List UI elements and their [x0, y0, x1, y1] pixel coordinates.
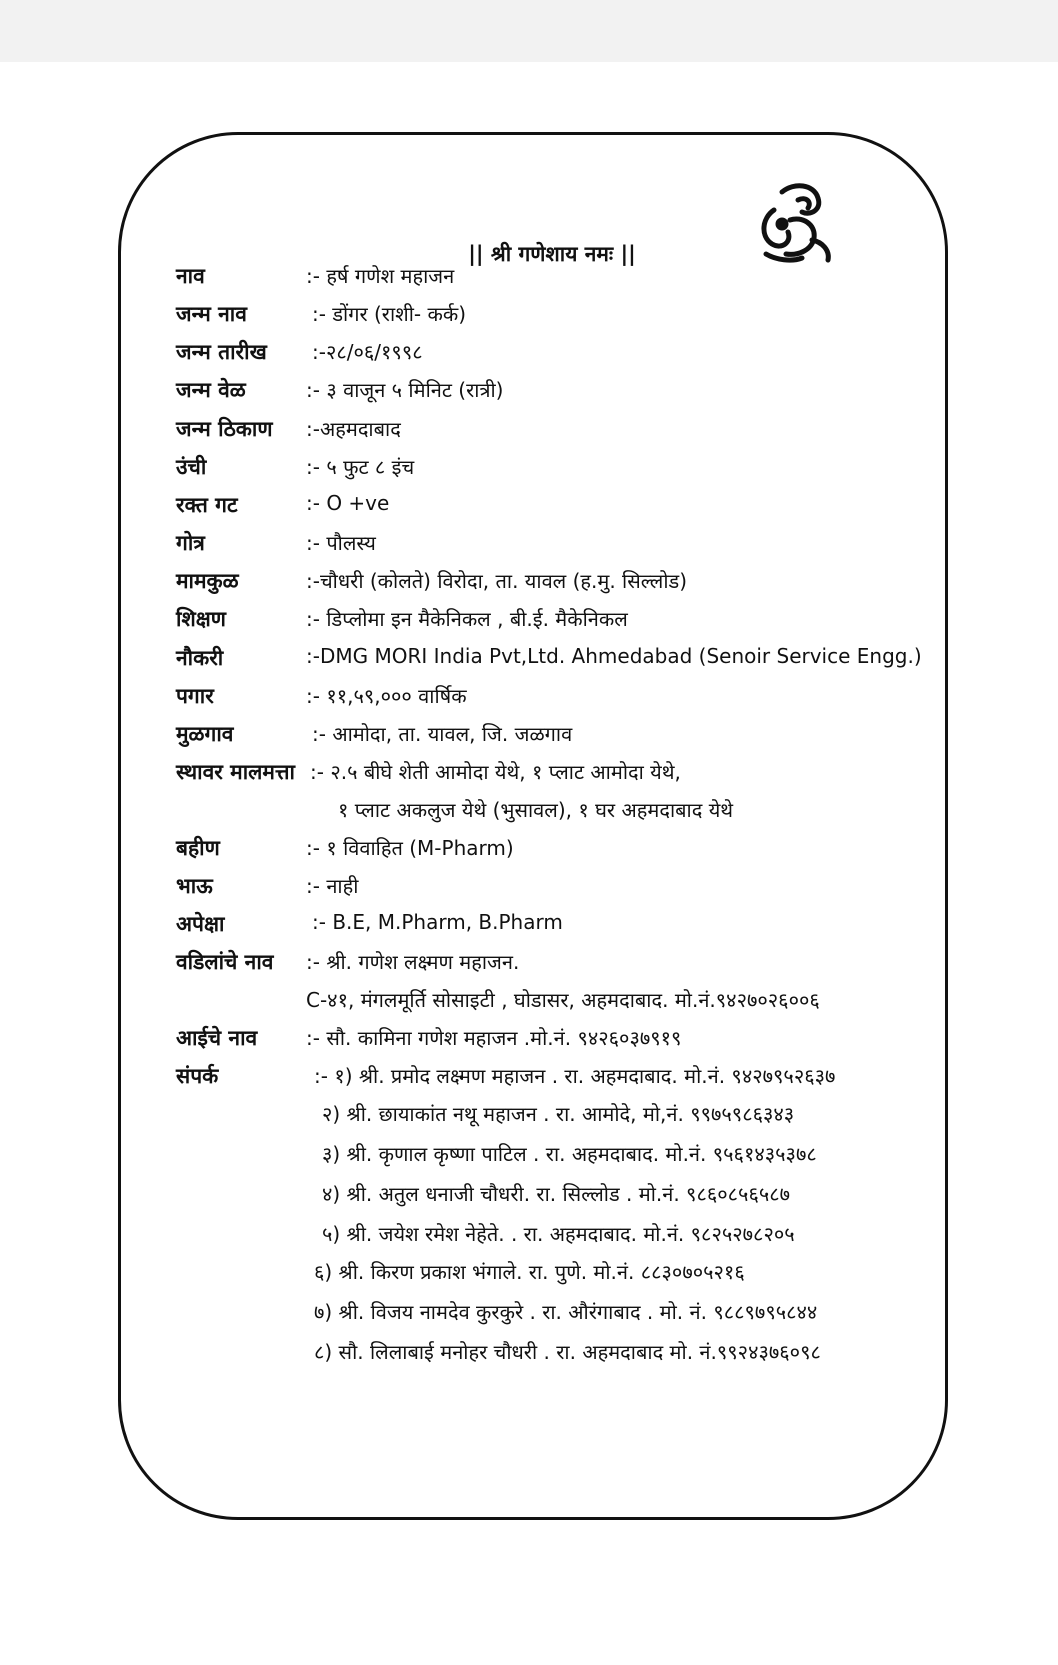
- field-row: [0, 834, 1058, 874]
- field-row: [0, 1024, 1058, 1064]
- field-value: ६) श्री. किरण प्रकाश भंगाले. रा. पुणे. मो.नं. ८८३०७०५२१६: [314, 1260, 745, 1284]
- field-row: [0, 986, 1058, 1026]
- field-row: [0, 262, 1058, 302]
- field-row: [0, 682, 1058, 722]
- field-row: [0, 948, 1058, 988]
- field-value: ४) श्री. अतुल धनाजी चौधरी. रा. सिल्लोड . मो.नं. ९८६०८५६५८७: [322, 1182, 791, 1206]
- field-label: जन्म नाव: [176, 302, 247, 326]
- field-label: अपेक्षा: [176, 912, 225, 936]
- field-value: :-चौधरी (कोलते) विरोदा, ता. यावल (ह.मु. सिल्लोड): [306, 569, 688, 593]
- field-value: :- पौलस्य: [306, 531, 376, 555]
- field-label: जन्म तारीख: [176, 340, 267, 364]
- field-value: :- १ विवाहित (M-Pharm): [306, 836, 514, 860]
- field-label: नाव: [176, 264, 205, 288]
- field-value: ८) सौ. लिलाबाई मनोहर चौधरी . रा. अहमदाबाद मो. नं.९९२४३७६०९८: [314, 1340, 821, 1364]
- field-label: भाऊ: [176, 874, 213, 898]
- field-label: मुळगाव: [176, 722, 234, 746]
- field-value: ५) श्री. जयेश रमेश नेहेते. . रा. अहमदाबाद. मो.नं. ९८२५२७८२०५: [322, 1222, 795, 1246]
- field-label: आईचे नाव: [176, 1026, 258, 1050]
- field-value: :-DMG MORI India Pvt,Ltd. Ahmedabad (Senoir Service Engg.): [306, 644, 922, 668]
- field-value: :- आमोदा, ता. यावल, जि. जळगाव: [312, 722, 573, 746]
- field-label: मामकुळ: [176, 569, 239, 593]
- field-row: [0, 644, 1058, 684]
- field-label: शिक्षण: [176, 607, 226, 631]
- field-value: :- B.E, M.Pharm, B.Pharm: [312, 910, 563, 934]
- field-value: २) श्री. छायाकांत नथू महाजन . रा. आमोदे, मो,नं. ९९७५९८६३४३: [322, 1102, 795, 1126]
- field-label: स्थावर मालमत्ता: [176, 760, 295, 784]
- field-label: गोत्र: [176, 531, 205, 555]
- field-value: :- श्री. गणेश लक्ष्मण महाजन.: [306, 950, 520, 974]
- field-label: जन्म वेळ: [176, 378, 246, 402]
- field-value: C-४१, मंगलमूर्ति सोसाइटी , घोडासर, अहमदाबाद. मो.नं.९४२७०२६००६: [306, 988, 820, 1012]
- field-value: :- हर्ष गणेश महाजन: [306, 264, 455, 288]
- field-row: [0, 1220, 1058, 1260]
- field-row: [0, 1100, 1058, 1140]
- field-value: ३) श्री. कृणाल कृष्णा पाटिल . रा. अहमदाबाद. मो.नं. ९५६१४३५३७८: [322, 1142, 817, 1166]
- field-row: [0, 796, 1058, 836]
- field-row: [0, 338, 1058, 378]
- field-label: पगार: [176, 684, 214, 708]
- field-value: :- डिप्लोमा इन मैकेनिकल , बी.ई. मैकेनिकल: [306, 607, 628, 631]
- field-row: [0, 910, 1058, 950]
- field-value: :- डोंगर (राशी- कर्क): [312, 302, 467, 326]
- field-row: [0, 605, 1058, 645]
- page-title: || श्री गणेशाय नमः ||: [468, 242, 636, 266]
- field-row: [0, 1140, 1058, 1180]
- field-row: [0, 720, 1058, 760]
- field-value: :- ५ फुट ८ इंच: [306, 455, 415, 479]
- field-label: जन्म ठिकाण: [176, 417, 273, 441]
- field-value: १ प्लाट अकलुज येथे (भुसावल), १ घर अहमदाबाद येथे: [338, 798, 734, 822]
- field-value: :- ११,५९,००० वार्षिक: [306, 684, 467, 708]
- field-label: नौकरी: [176, 646, 224, 670]
- field-value: :- नाही: [306, 874, 359, 898]
- field-row: [0, 1258, 1058, 1298]
- field-row: [0, 1062, 1058, 1102]
- field-value: ७) श्री. विजय नामदेव कुरकुरे . रा. औरंगाबाद . मो. नं. ९८८९७९५८४४: [314, 1300, 818, 1324]
- field-row: [0, 567, 1058, 607]
- field-row: [0, 529, 1058, 569]
- field-value: :- २.५ बीघे शेती आमोदा येथे, १ प्लाट आमोदा येथे,: [310, 760, 681, 784]
- field-row: [0, 758, 1058, 798]
- field-value: :- १) श्री. प्रमोद लक्ष्मण महाजन . रा. अहमदाबाद. मो.नं. ९४२७९५२६३७: [314, 1064, 836, 1088]
- field-row: [0, 491, 1058, 531]
- field-label: उंची: [176, 455, 207, 479]
- field-value: :- सौ. कामिना गणेश महाजन .मो.नं. ९४२६०३७९१९: [306, 1026, 682, 1050]
- field-row: [0, 1338, 1058, 1378]
- field-value: :-अहमदाबाद: [306, 417, 401, 441]
- field-row: [0, 1180, 1058, 1220]
- field-row: [0, 453, 1058, 493]
- field-row: [0, 300, 1058, 340]
- field-label: बहीण: [176, 836, 220, 860]
- field-label: रक्त गट: [176, 493, 238, 517]
- field-label: वडिलांचे नाव: [176, 950, 274, 974]
- field-row: [0, 376, 1058, 416]
- field-row: [0, 1298, 1058, 1338]
- field-value: :- ३ वाजून ५ मिनिट (रात्री): [306, 378, 504, 402]
- field-value: :-२८/०६/१९९८: [312, 340, 423, 364]
- field-row: [0, 872, 1058, 912]
- field-row: [0, 415, 1058, 455]
- field-label: संपर्क: [176, 1064, 219, 1088]
- field-value: :- O +ve: [306, 491, 390, 515]
- top-bar: [0, 0, 1058, 62]
